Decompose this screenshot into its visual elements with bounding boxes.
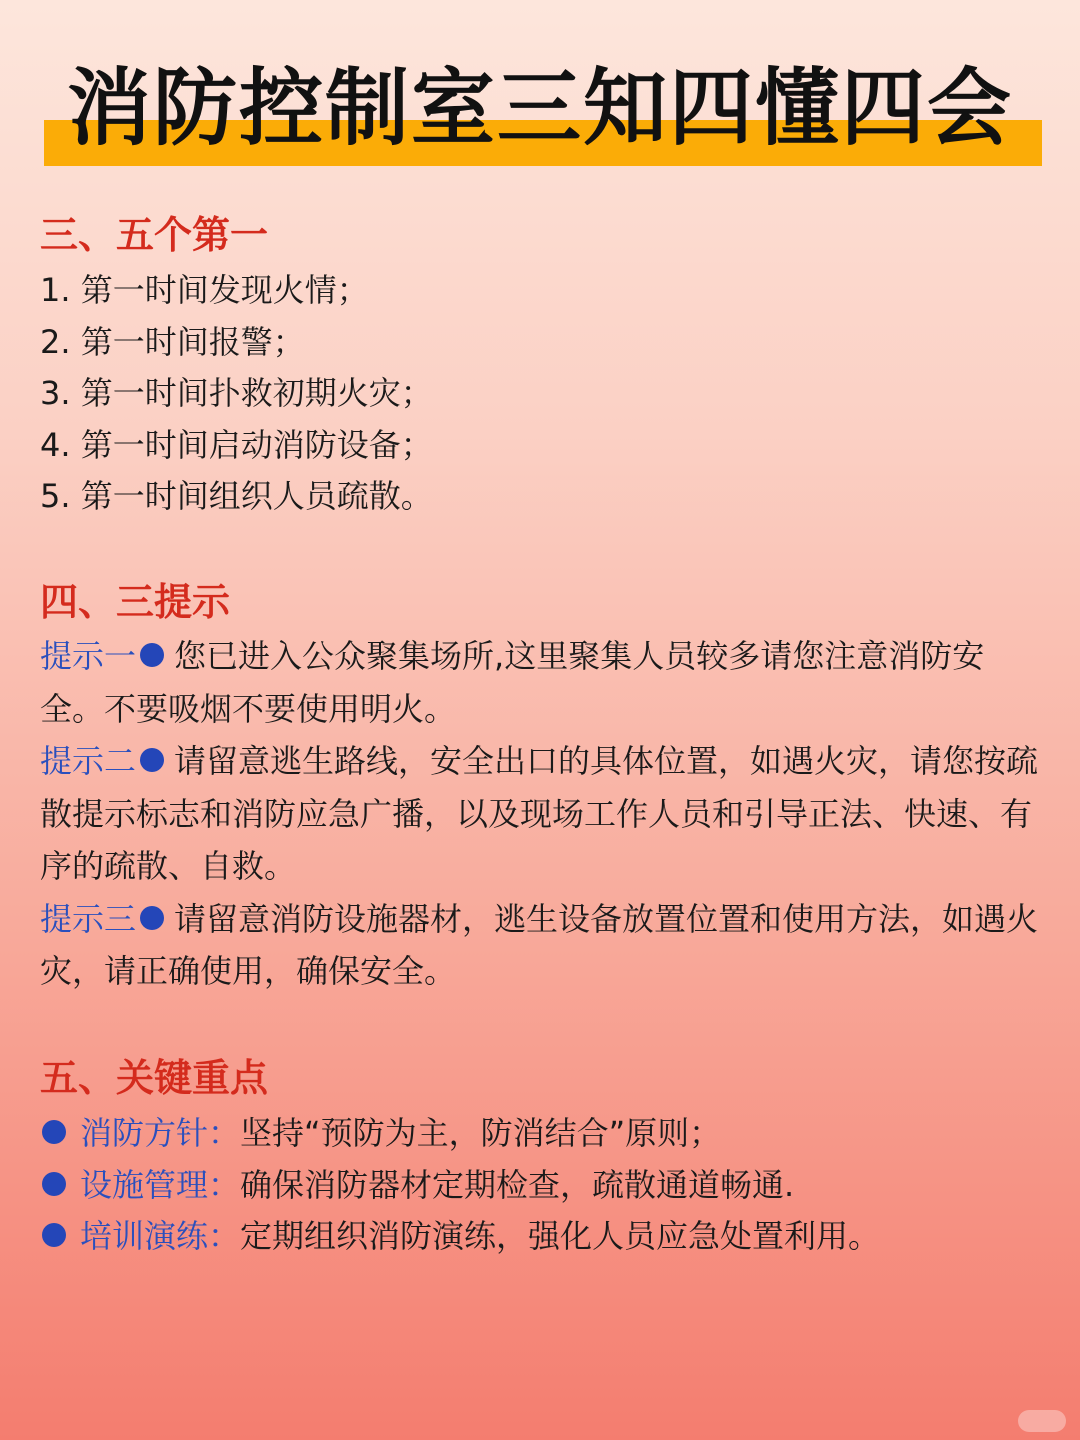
section-heading: 五、关键重点 [40, 1056, 269, 1100]
key-label: 消防方针： [80, 1114, 241, 1152]
title-block [0, 48, 1080, 173]
section-heading: 三、五个第一 [40, 213, 269, 257]
tip-label: 提示三 [40, 899, 137, 938]
tips-list [40, 630, 1045, 998]
list-item: 1. 第一时间发现火情； [40, 271, 369, 309]
section-five-firsts [40, 209, 1050, 523]
list-item: 5. 第一时间组织人员疏散。 [40, 477, 433, 515]
page-title: 消防控制室三知四懂四会 [66, 59, 1013, 157]
blue-dot-icon [140, 643, 164, 667]
key-label: 培训演练： [80, 1217, 241, 1255]
watermark-logo [1018, 1410, 1066, 1432]
tip-item [40, 630, 1045, 735]
blue-dot-icon [42, 1120, 66, 1144]
list-item: 4. 第一时间启动消防设备； [40, 425, 433, 464]
list-item: 3. 第一时间扑救初期火灾； [40, 374, 433, 412]
list-item: 2. 第一时间报警； [40, 322, 305, 361]
bullet-list [40, 1108, 1050, 1263]
tip-text: 请留意消防设施器材，逃生设备放置位置和使用方法，如遇火灾，请正确使用，确保安全。 [40, 899, 1039, 990]
blue-dot-icon [140, 906, 164, 930]
tip-item [40, 735, 1045, 893]
tip-label: 提示一 [40, 637, 137, 675]
section-heading: 四、三提示 [40, 580, 231, 624]
tip-text: 请留意逃生路线，安全出口的具体位置，如遇火灾，请您按疏散提示标志和消防应急广播，以及现场工作人员和引导正法、快速、有序的疏散、自救。 [40, 742, 1039, 885]
section-key-points [40, 1052, 1050, 1263]
tip-item [40, 893, 1045, 998]
tip-label: 提示二 [40, 742, 137, 780]
blue-dot-icon [42, 1172, 66, 1196]
key-label: 设施管理： [80, 1165, 241, 1204]
list-item [40, 1108, 1050, 1160]
list-item [40, 1160, 1050, 1212]
ordered-list [40, 265, 1050, 523]
key-text: 确保消防器材定期检查，疏散通道畅通. [240, 1165, 795, 1204]
list-item [40, 1211, 1050, 1263]
key-text: 坚持“预防为主，防消结合”原则； [240, 1114, 722, 1152]
section-three-tips [40, 576, 1045, 998]
blue-dot-icon [140, 748, 164, 772]
tip-text: 您已进入公众聚集场所,这里聚集人员较多请您注意消防安全。不要吸烟不要使用明火。 [40, 637, 985, 728]
key-text: 定期组织消防演练，强化人员应急处置利用。 [240, 1217, 881, 1255]
blue-dot-icon [42, 1223, 66, 1247]
